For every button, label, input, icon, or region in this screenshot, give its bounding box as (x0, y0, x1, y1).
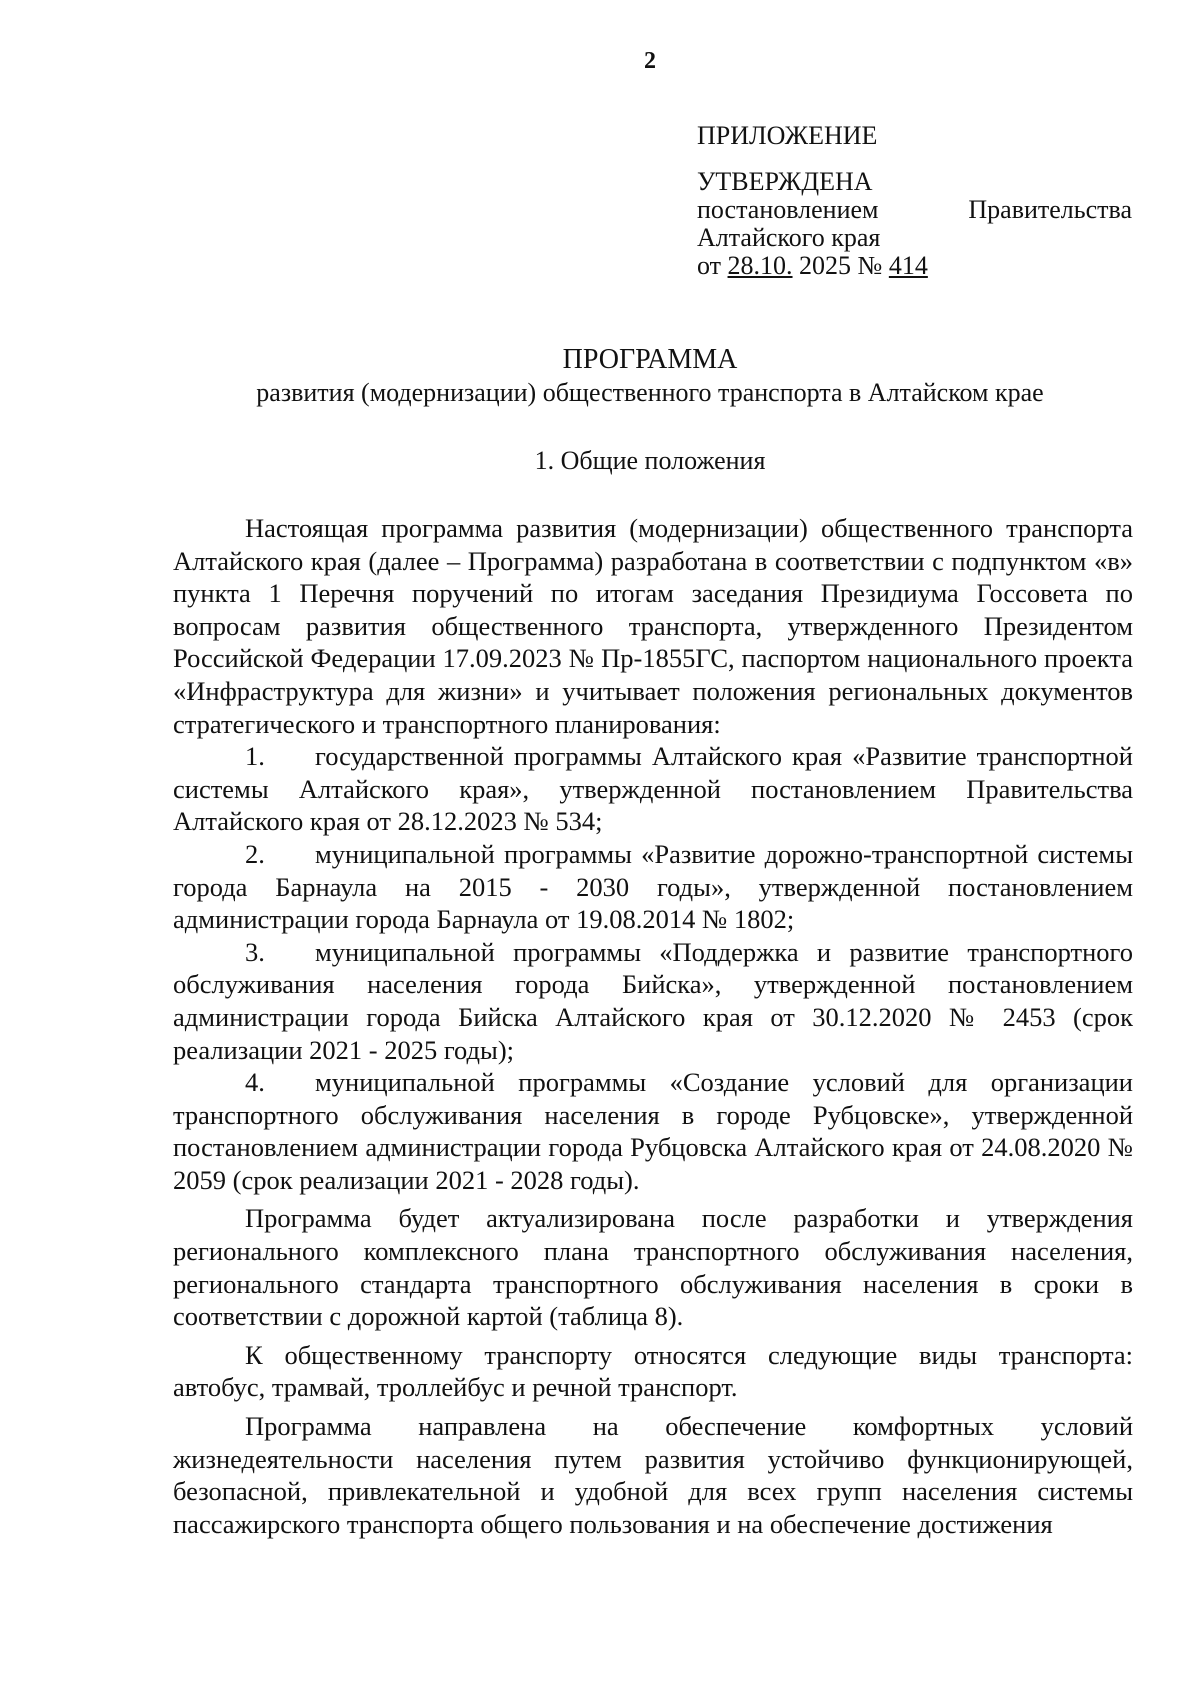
section-heading: 1. Общие положения (534, 446, 766, 475)
list-item-number: 2. (245, 838, 265, 869)
approval-block (697, 122, 1132, 280)
approval-line-2: Алтайского края (697, 223, 881, 252)
paragraph-transport-types: К общественному транспорту относятся следующие виды транспорта: автобус, трамвай, троллейбус и речной транспорт. (173, 1339, 1133, 1403)
approval-year: 2025 № (792, 251, 889, 280)
intro-paragraph: Настоящая программа развития (модернизации) общественного транспорта Алтайского края (далее – Программа) разработана в соответствии с подпунктом «в» пункта 1 Перечня поручений по итогам заседания Президиума Госсовета по вопросам развития общественного транспорта, утвержденного Президентом Российской Федерации 17.09.2023 № Пр-1855ГС, паспортом национального проекта «Инфраструктура для жизни» и учитывает положения региональных документов стратегического и транспортного планирования: (173, 513, 1133, 739)
list-item (173, 740, 1133, 838)
paragraph-program-goal: Программа направлена на обеспечение комфортных условий жизнедеятельности населения путем развития устойчиво функционирующей, безопасной, привлекательной и удобной для всех групп населения системы пассажирского транспорта общего пользования и на обеспечение достижения (173, 1411, 1133, 1539)
list-item-number: 1. (245, 741, 265, 772)
paragraph-actualization: Программа будет актуализирована после разработки и утверждения регионального комплексного плана транспортного обслуживания населения, регионального стандарта транспортного обслуживания населения в сроки в соответствии с дорожной картой (таблица 8). (173, 1203, 1133, 1332)
approval-number: 414 (888, 251, 928, 280)
program-title: ПРОГРАММА (562, 344, 738, 375)
list-item (173, 936, 1133, 1066)
approval-line-1-left: постановлением (697, 195, 879, 224)
body-text (173, 512, 1133, 1540)
list-item-number: 3. (245, 936, 265, 967)
program-subtitle: развития (модернизации) общественного транспорта в Алтайском крае (256, 378, 1044, 407)
approval-line-1-right: Правительства (968, 195, 1132, 224)
list-item (173, 838, 1133, 936)
list-item-text: муниципальной программы «Создание условий для организации транспортного обслуживания населения в городе Рубцовске», утвержденной постановлением администрации города Рубцовска Алтайского края от 24.08.2020 № 2059 (срок реализации 2021 - 2028 годы). (173, 1067, 1133, 1195)
list-item-text: муниципальной программы «Развитие дорожно-транспортной системы города Барнаула на 2015 - 2030 годы», утвержденной постановлением администрации города Барнаула от 19.08.2014 № 1802; (173, 838, 1133, 935)
appendix-label: ПРИЛОЖЕНИЕ (697, 121, 878, 150)
approved-label: УТВЕРЖДЕНА (697, 167, 873, 196)
list-item-number: 4. (245, 1067, 265, 1098)
approval-date-line (697, 252, 1132, 280)
approval-line-1 (697, 196, 1132, 224)
list-item-text: государственной программы Алтайского края «Развитие транспортной системы Алтайского края», утвержденной постановлением Правительства Алтайского края от 28.12.2023 № 534; (173, 741, 1133, 837)
list-item-text: муниципальной программы «Поддержка и развитие транспортного обслуживания населения города Бийска», утвержденной постановлением администрации города Бийска Алтайского края от 30.12.2020 № 2453 (срок реализации 2021 - 2025 годы); (173, 936, 1133, 1065)
approval-date-prefix: от (697, 251, 728, 280)
list-item (173, 1066, 1133, 1196)
approval-date: 28.10. (727, 251, 793, 280)
page-number: 2 (644, 48, 656, 74)
